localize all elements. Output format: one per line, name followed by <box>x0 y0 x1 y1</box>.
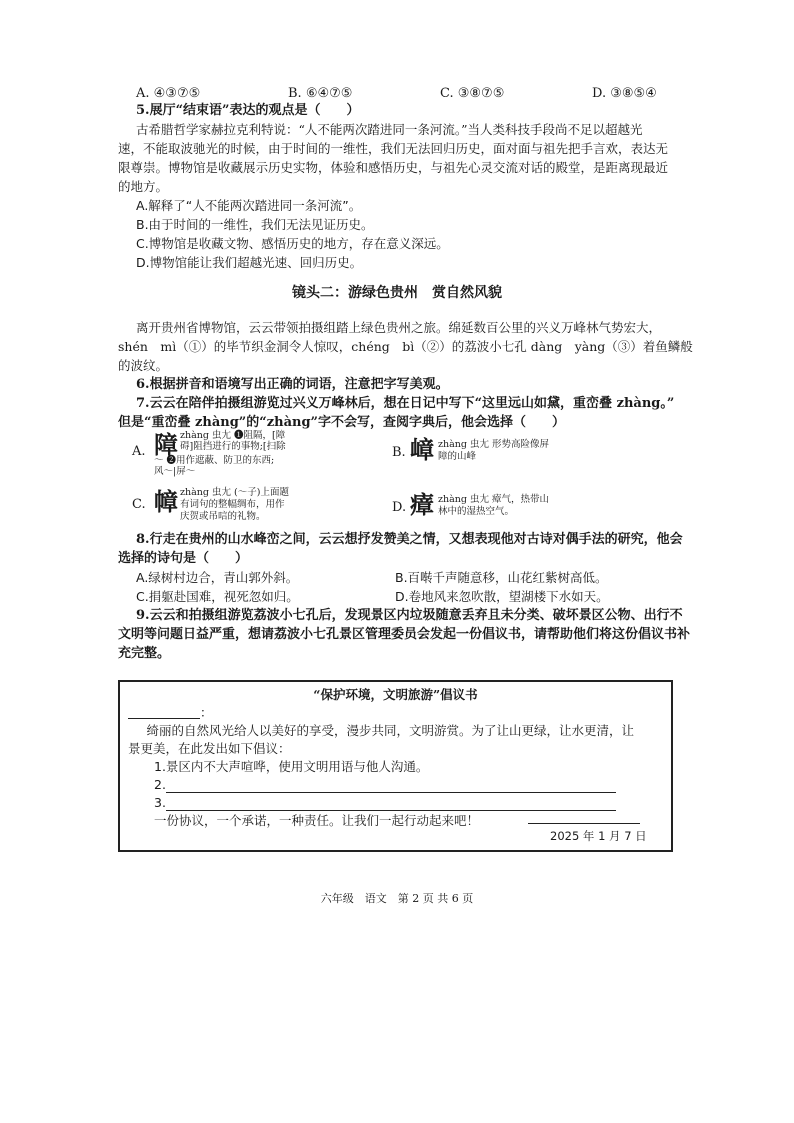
dict-d-label: D. <box>392 500 407 515</box>
dict-c-text: 庆贺或吊唁的礼物。 <box>180 511 266 522</box>
dict-a-text: 碍]阻挡进行的事物;[扫除 <box>180 441 286 452</box>
q5-passage-line: 限尊崇。博物馆是收藏展示历史实物，体验和感悟历史，与祖先心灵交流对话的殿堂，是距离现最近 <box>118 160 669 175</box>
proposal-title: “保护环境，文明旅游”倡议书 <box>313 687 478 702</box>
q5-option-d[interactable]: D.博物馆能让我们超越光速、回归历史。 <box>136 255 363 270</box>
dict-a-text: ～ ❷用作遮蔽、防卫的东西; <box>154 455 275 466</box>
q5-option-c[interactable]: C.博物馆是收藏文物、感悟历史的地方，存在意义深远。 <box>136 236 449 251</box>
dict-a-text: zhàng 虫尢 ❶阻隔，[障 <box>180 430 286 441</box>
intro-pinyin-line: shén mì（①）的毕节织金洞令人惊叹，chéng bì（②）的荔波小七孔 dàng yàng（③）着鱼鳞般 <box>118 339 693 354</box>
q8-option-a[interactable]: A.绿树村边合，青山郭外斜。 <box>136 570 299 585</box>
salutation-blank[interactable] <box>128 718 200 719</box>
section-heading: 镜头二：游绿色贵州 赏自然风貌 <box>292 285 502 301</box>
dict-c-label: C. <box>132 497 146 512</box>
q9-stem: 9.云云和拍摄组游览荔波小七孔后，发现景区内垃圾随意丢弃且未分类、破坏景区公物、出行不 <box>136 608 683 623</box>
dict-b-label: B. <box>392 445 406 460</box>
dict-b-char: 嶂 <box>410 435 434 464</box>
intro-line: 离开贵州省博物馆，云云带领拍摄组踏上绿色贵州之旅。绵延数百公里的兴义万峰林气势宏大， <box>136 320 662 335</box>
proposal-body: 绮丽的自然风光给人以美好的享受，漫步共同，文明游赏。为了让山更绿，让水更清，让 <box>134 723 635 738</box>
signature-blank[interactable] <box>528 823 640 824</box>
proposal-item-2-label: 2. <box>154 777 166 792</box>
q8-option-d[interactable]: D.卷地风来忽吹散，望湖楼下水如天。 <box>395 589 609 604</box>
q5-option-a[interactable]: A.解释了“人不能两次踏进同一条河流”。 <box>136 198 362 213</box>
proposal-item-3-blank[interactable] <box>166 810 616 811</box>
dict-b-text: 障的山峰 <box>438 451 477 462</box>
q4-option-b[interactable]: B. ⑥④⑦⑤ <box>288 86 353 101</box>
q5-passage-line: 的地方。 <box>118 179 169 194</box>
dict-d-char: 瘴 <box>410 490 434 519</box>
proposal-item-3-label: 3. <box>154 795 166 810</box>
dict-option-d[interactable] <box>392 490 592 530</box>
proposal-item-2-blank[interactable] <box>166 792 616 793</box>
q8-stem: 8.行走在贵州的山水峰峦之间，云云想抒发赞美之情，又想表现他对古诗对偶手法的研究，他会 <box>136 532 683 547</box>
q7-stem: 7.云云在陪伴拍摄组游览过兴义万峰林后，想在日记中写下“这里远山如黛，重峦叠 zhàng。” <box>136 396 675 411</box>
dict-option-a[interactable] <box>132 430 312 480</box>
dict-c-text: 有词句的整幅绸布，用作 <box>180 499 285 510</box>
q5-option-b[interactable]: B.由于时间的一维性，我们无法见证历史。 <box>136 217 374 232</box>
q8-stem: 选择的诗句是（ ） <box>118 551 249 566</box>
q8-option-c[interactable]: C.捐躯赴国难，视死忽如归。 <box>136 589 299 604</box>
page-footer: 六年级 语文 第 2 页 共 6 页 <box>320 892 474 905</box>
dict-a-char: 障 <box>154 430 178 459</box>
q9-stem: 充完整。 <box>118 646 171 661</box>
proposal-date: 2025 年 1 月 7 日 <box>550 829 647 843</box>
q8-option-b[interactable]: B.百啭千声随意移，山花红紫树高低。 <box>395 570 608 585</box>
q4-option-c[interactable]: C. ③⑧⑦⑤ <box>440 86 505 101</box>
dict-d-text: zhàng 虫尢 瘴气，热带山 <box>438 494 550 505</box>
proposal-box <box>118 680 673 852</box>
q5-stem: 5.展厅“结束语”表达的观点是（ ） <box>136 103 360 118</box>
intro-line: 的波纹。 <box>118 358 169 373</box>
dict-b-text: zhàng 虫尢 形势高险像屏 <box>438 439 550 450</box>
dict-c-char: 幛 <box>154 487 178 516</box>
q5-passage-line: 古希腊哲学家赫拉克利特说：“人不能两次踏进同一条河流。”当人类科技手段尚不足以超越光 <box>136 122 643 137</box>
salutation-colon: ： <box>200 705 213 720</box>
proposal-closing: 一份协议，一个承诺，一种责任。让我们一起行动起来吧！ <box>154 813 480 828</box>
dict-a-label: A. <box>132 444 146 459</box>
q9-stem: 文明等问题日益严重，想请荔波小七孔景区管理委员会发起一份倡议书，请帮助他们将这份倡议书补 <box>118 627 691 642</box>
q5-passage-line: 速，不能取波驰光的时候，由于时间的一维性，我们无法回归历史，面对面与祖先把手言欢，表达无 <box>118 141 669 156</box>
q4-option-d[interactable]: D. ③⑧⑤④ <box>592 86 657 101</box>
dict-a-text: 风～|屏～ <box>154 466 196 477</box>
dict-option-c[interactable] <box>132 485 322 530</box>
proposal-item-1: 1.景区内不大声喧哗，使用文明用语与他人沟通。 <box>154 759 429 774</box>
proposal-body: 景更美，在此发出如下倡议： <box>128 741 291 756</box>
dict-d-text: 林中的湿热空气。 <box>438 506 515 517</box>
dict-c-text: zhàng 虫尢 (～子)上面题 <box>180 487 289 498</box>
q6-stem: 6.根据拼音和语境写出正确的词语，注意把字写美观。 <box>136 377 449 392</box>
q4-option-a[interactable]: A. ④③⑦⑤ <box>136 86 201 101</box>
dict-option-b[interactable] <box>392 435 592 475</box>
q7-stem: 但是“重峦叠 zhàng”的“zhàng”字不会写，查阅字典后，他会选择（ ） <box>118 415 566 430</box>
